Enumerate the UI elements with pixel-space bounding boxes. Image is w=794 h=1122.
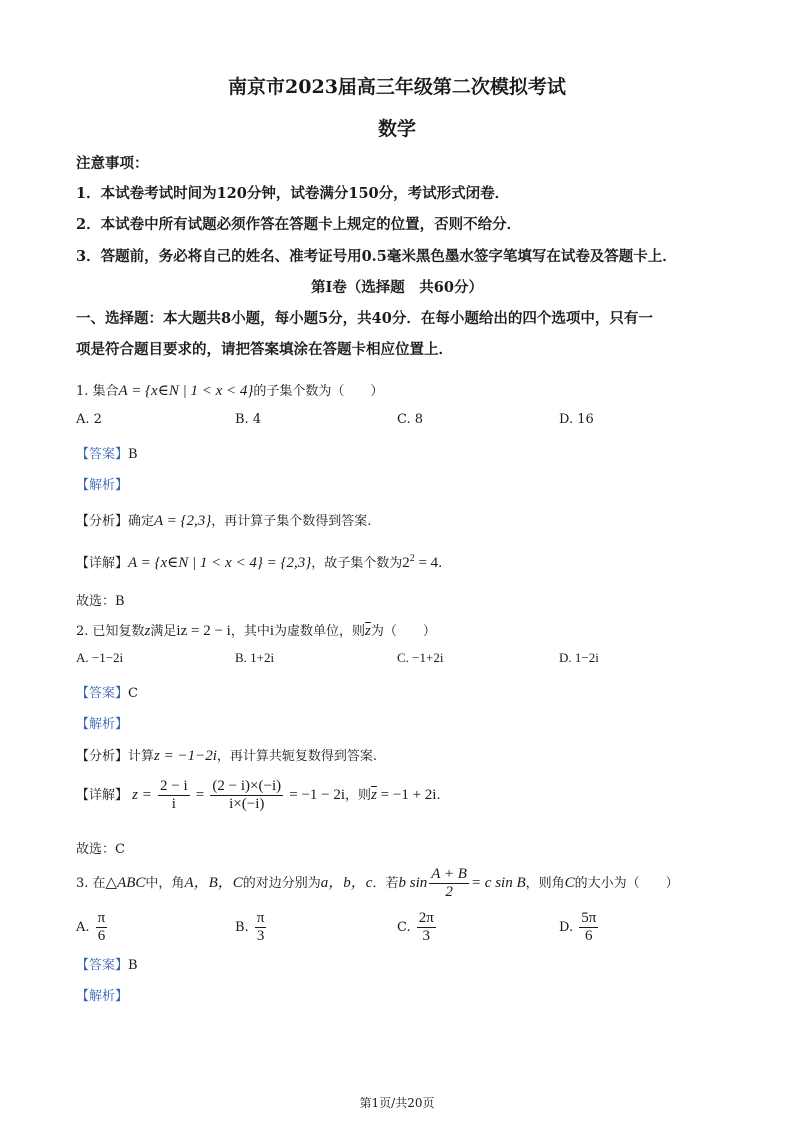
q3-option-label: A.	[76, 920, 90, 935]
q1-option-d: D. 16	[559, 412, 594, 427]
q2-mid3: 为虚数单位，则	[274, 624, 366, 639]
q3-suffix: 的大小为（ ）	[574, 876, 679, 891]
exam-title: 南京市2023届高三年级第二次模拟考试	[228, 76, 566, 98]
q2-detail-res2: = −1 + 2i	[376, 787, 437, 803]
q1-option-c: C. 8	[397, 412, 424, 427]
q3-opt-num: 5π	[581, 910, 597, 926]
q3-prefix: 3. 在	[76, 876, 106, 891]
q2-fenxi-math: z = −1−2i	[154, 748, 217, 764]
q1-fenxi	[76, 510, 371, 530]
q3-answer	[76, 954, 138, 973]
q3-option-fraction	[579, 910, 598, 945]
q2-mid2: ，其中	[230, 624, 270, 639]
q1-power-result: = 4	[414, 555, 439, 571]
q2-fenxi	[76, 745, 377, 765]
section-intro: 一、选择题：本大题共8小题，每小题5分，共40分．在每小题给出的四个选项中，只有一	[76, 310, 653, 327]
q3-opt-den: 3	[256, 928, 265, 944]
q3-eq-post: = c sin B	[470, 875, 526, 891]
q3-option-a	[76, 910, 109, 945]
q2-fraction-2	[210, 778, 283, 813]
q1-power-exp: 2	[409, 553, 415, 564]
question-1	[76, 380, 383, 400]
q2-f1-num: 2 − i	[160, 778, 188, 794]
q3-opt-den: 6	[97, 928, 106, 944]
q1-suffix: 的子集个数为（ ）	[253, 384, 384, 399]
q2-final-value: C	[115, 842, 125, 857]
q3-option-fraction	[255, 910, 267, 945]
q3-opt-num: 2π	[418, 910, 434, 926]
notice-heading: 注意事项：	[76, 155, 149, 172]
q2-unit: i	[269, 623, 275, 639]
q3-mid3: ．若	[372, 876, 399, 891]
q2-cond: iz = 2 − i	[176, 623, 231, 639]
q2-detail-lhs: z =	[132, 787, 152, 803]
q1-answer	[76, 443, 138, 462]
q1-detail	[76, 552, 442, 572]
q2-detail	[76, 778, 441, 813]
q2-fenxi-pre: 计算	[128, 749, 155, 764]
question-2	[76, 620, 436, 640]
q1-final-value: B	[115, 594, 125, 609]
q1-set: A = {x∈N | 1 < x < 4}	[118, 383, 254, 399]
q1-detail-math: A = {x∈N | 1 < x < 4} = {2,3}	[128, 555, 312, 571]
q2-detail-zbar: $\overline{z}$	[371, 787, 377, 803]
page-footer: 第1页/共20页	[359, 1096, 435, 1110]
q3-mid4: ，则角	[525, 876, 565, 891]
fenxi-label: 【分析】	[76, 514, 129, 529]
q2-fenxi-post: ，再计算共轭复数得到答案.	[216, 749, 378, 764]
q3-opt-den: 3	[422, 928, 431, 944]
q2-detail-res: = −1 − 2i	[289, 787, 346, 803]
notice-item: 2．本试卷中所有试题必须作答在答题卡上规定的位置，否则不给分．	[76, 216, 522, 233]
q3-opt-num: π	[256, 910, 265, 926]
question-3	[76, 866, 679, 901]
q2-answer	[76, 682, 138, 701]
q2-option-c: C. −1+2i	[397, 650, 444, 665]
guxuan-label: 故选：	[76, 594, 116, 609]
q2-suffix: 为（ ）	[370, 624, 436, 639]
q3-mid1: 中，角	[145, 876, 185, 891]
q3-sides: a，b，c	[320, 875, 373, 891]
q1-option-a: A. 2	[76, 412, 102, 427]
q3-option-label: B.	[235, 920, 249, 935]
q3-f-den: 2	[445, 884, 453, 900]
q2-mid1: 满足	[150, 624, 177, 639]
q3-angle: C	[564, 875, 575, 891]
q2-option-a: A. −1−2i	[76, 650, 124, 665]
q2-final	[76, 838, 125, 857]
answer-label: 【答案】	[76, 958, 129, 973]
q2-fraction-1	[158, 778, 190, 813]
q1-fenxi-math: A = {2,3}	[154, 513, 212, 529]
q3-eq-pre: b sin	[398, 875, 428, 891]
q3-option-fraction	[96, 910, 108, 945]
q3-opt-num: π	[97, 910, 106, 926]
q3-tri: △ABC	[105, 875, 146, 891]
q1-analysis-label: 【解析】	[76, 478, 129, 493]
q2-eq1: =	[195, 787, 205, 803]
q3-option-label: C.	[397, 920, 411, 935]
q3-f-num: A + B	[431, 866, 467, 882]
detail-label: 【详解】	[76, 556, 129, 571]
q3-option-label: D.	[559, 920, 574, 935]
q3-angles: A，B，C	[184, 875, 243, 891]
q3-option-fraction	[417, 910, 436, 945]
q3-option-b	[235, 910, 268, 945]
notice-item: 3．答题前，务必将自己的姓名、准考证号用0.5毫米黑色墨水签字笔填写在试卷及答题卡上．	[76, 248, 677, 265]
q3-answer-value: B	[128, 958, 138, 973]
q3-mid2: 的对边分别为	[242, 876, 321, 891]
q1-fenxi-pre: 确定	[128, 514, 155, 529]
q3-fraction	[429, 866, 469, 901]
q2-prefix: 2. 已知复数	[76, 624, 145, 639]
q2-answer-value: C	[128, 686, 138, 701]
q1-detail-mid: ，故子集个数为	[311, 556, 403, 571]
q1-power-base: 2	[402, 555, 410, 571]
q1-fenxi-post: ，再计算子集个数得到答案.	[211, 514, 372, 529]
q2-analysis-label: 【解析】	[76, 717, 129, 732]
notice-item: 1．本试卷考试时间为120分钟，试卷满分150分，考试形式闭卷．	[76, 185, 510, 202]
q1-option-b: B. 4	[235, 412, 262, 427]
q3-opt-den: 6	[585, 928, 593, 944]
q1-prefix: 1. 集合	[76, 384, 119, 399]
subject-title: 数学	[377, 118, 416, 140]
section-title: 第Ⅰ卷（选择题 共60分）	[311, 279, 483, 296]
q1-answer-value: B	[128, 447, 138, 462]
q2-zbar: $\overline{z}$	[365, 623, 371, 639]
q2-f2-den: i×(−i)	[229, 796, 265, 812]
q2-f1-den: i	[171, 796, 176, 812]
q2-var: z	[144, 623, 151, 639]
detail-label: 【详解】	[76, 788, 129, 803]
q3-option-c	[397, 910, 438, 945]
q2-f2-num: (2 − i)×(−i)	[212, 778, 282, 794]
q2-detail-end: .	[436, 788, 441, 803]
q3-option-d	[559, 910, 600, 945]
section-intro: 项是符合题目要求的，请把答案填涂在答题卡相应位置上．	[76, 341, 453, 358]
q1-detail-end: .	[438, 556, 443, 571]
q2-option-b: B. 1+2i	[235, 650, 275, 665]
answer-label: 【答案】	[76, 447, 129, 462]
q2-option-d: D. 1−2i	[559, 650, 599, 665]
guxuan-label: 故选：	[76, 842, 116, 857]
answer-label: 【答案】	[76, 686, 129, 701]
q1-final	[76, 590, 125, 609]
q1-detail-power	[402, 555, 438, 571]
q2-detail-mid: ，则	[345, 788, 372, 803]
fenxi-label: 【分析】	[76, 749, 129, 764]
q3-analysis-label: 【解析】	[76, 989, 129, 1004]
